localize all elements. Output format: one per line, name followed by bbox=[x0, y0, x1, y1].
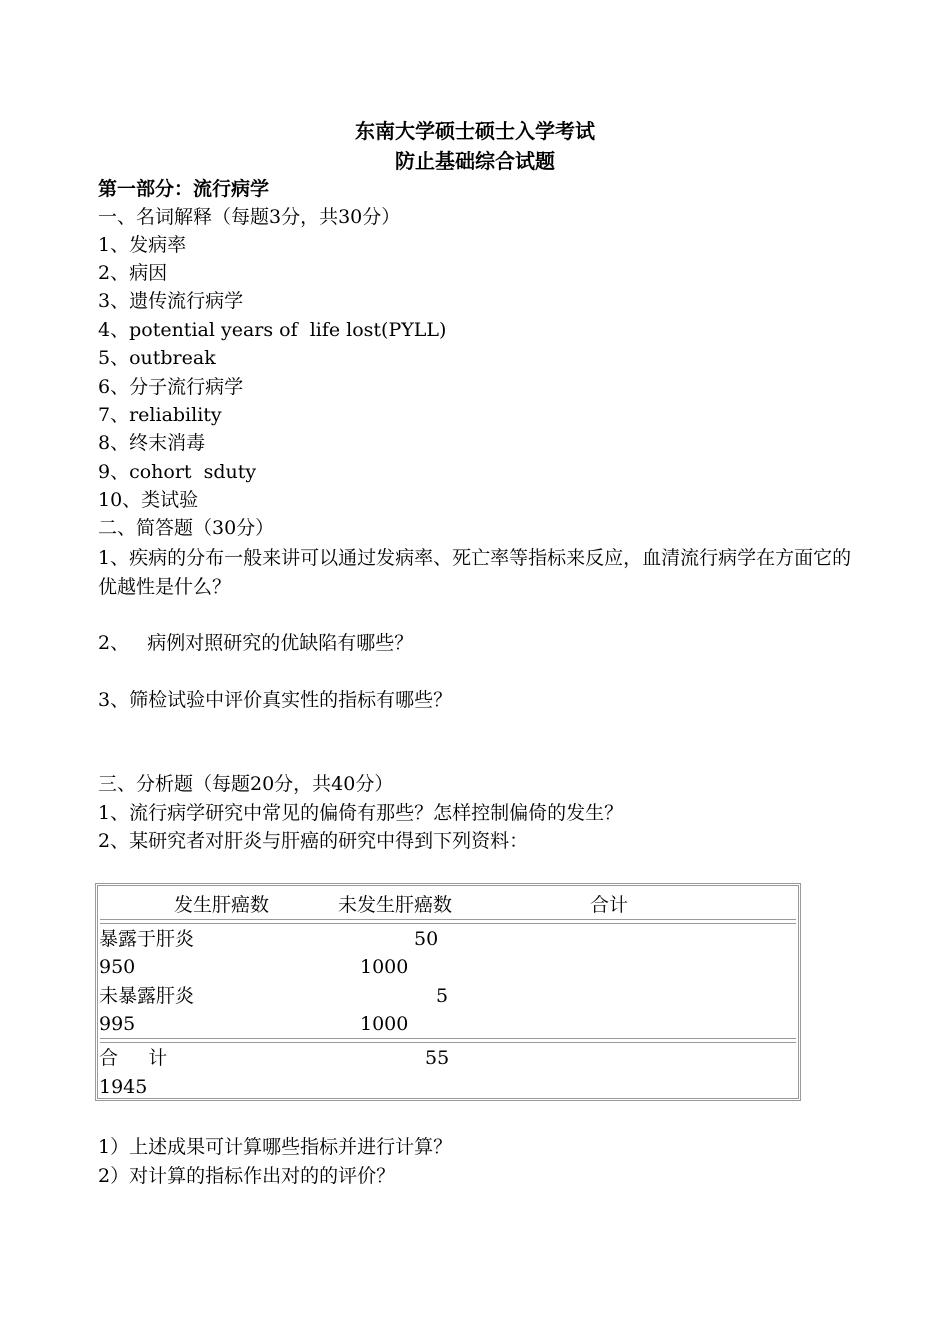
table-header-cell: 发生肝癌数 bbox=[174, 894, 270, 916]
table-row-label: 未暴露肝炎 bbox=[99, 985, 195, 1007]
term-item: 2、病因 bbox=[98, 262, 168, 284]
short-answer-question: 2、 病例对照研究的优缺陷有哪些？ bbox=[98, 632, 414, 654]
table-row-divider bbox=[100, 919, 796, 924]
short-answer-question: 3、筛检试验中评价真实性的指标有哪些？ bbox=[98, 689, 453, 711]
sub-question: 2）对计算的指标作出对的的评价？ bbox=[98, 1165, 396, 1187]
term-item: 10、类试验 bbox=[98, 489, 199, 511]
term-item: 6、分子流行病学 bbox=[98, 376, 244, 398]
table-row-label: 暴露于肝炎 bbox=[99, 928, 195, 950]
term-item: 3、遗传流行病学 bbox=[98, 290, 244, 312]
table-row-label: 合 计 bbox=[99, 1047, 168, 1069]
analysis-question: 2、某研究者对肝炎与肝癌的研究中得到下列资料： bbox=[98, 830, 529, 852]
section-heading-short-answer: 二、简答题（30分） bbox=[98, 517, 275, 539]
section-heading-terms: 一、名词解释（每题3分，共30分） bbox=[98, 206, 401, 228]
table-cell: 995 bbox=[99, 1013, 136, 1035]
sub-question: 1）上述成果可计算哪些指标并进行计算？ bbox=[98, 1136, 453, 1158]
table-cell: 1000 bbox=[360, 956, 409, 978]
exam-subtitle: 防止基础综合试题 bbox=[395, 149, 555, 173]
part-heading: 第一部分：流行病学 bbox=[98, 178, 270, 200]
table-header-cell: 未发生肝癌数 bbox=[338, 894, 453, 916]
short-answer-question: 1、疾病的分布一般来讲可以通过发病率、死亡率等指标来反应，血清流行病学在方面它的优越性是什么？ bbox=[98, 547, 852, 598]
analysis-question: 1、流行病学研究中常见的偏倚有那些？怎样控制偏倚的发生？ bbox=[98, 802, 624, 824]
exam-title: 东南大学硕士硕士入学考试 bbox=[355, 119, 595, 143]
table-row-divider bbox=[100, 1038, 796, 1043]
table-header-cell: 合计 bbox=[590, 894, 629, 916]
term-item: 9、cohort sduty bbox=[98, 461, 257, 483]
table-cell: 1945 bbox=[99, 1076, 148, 1098]
table-cell: 950 bbox=[99, 956, 136, 978]
table-cell: 50 bbox=[414, 928, 439, 950]
table-cell: 1000 bbox=[360, 1013, 409, 1035]
table-cell: 5 bbox=[436, 985, 449, 1007]
term-item: 8、终末消毒 bbox=[98, 432, 206, 454]
table-cell: 55 bbox=[425, 1047, 450, 1069]
section-heading-analysis: 三、分析题（每题20分，共40分） bbox=[98, 773, 394, 795]
term-item: 1、发病率 bbox=[98, 234, 187, 256]
term-item: 5、outbreak bbox=[98, 347, 216, 369]
term-item: 7、reliability bbox=[98, 404, 222, 426]
data-table bbox=[95, 883, 801, 1101]
term-item: 4、potential years of life lost(PYLL) bbox=[98, 319, 447, 341]
